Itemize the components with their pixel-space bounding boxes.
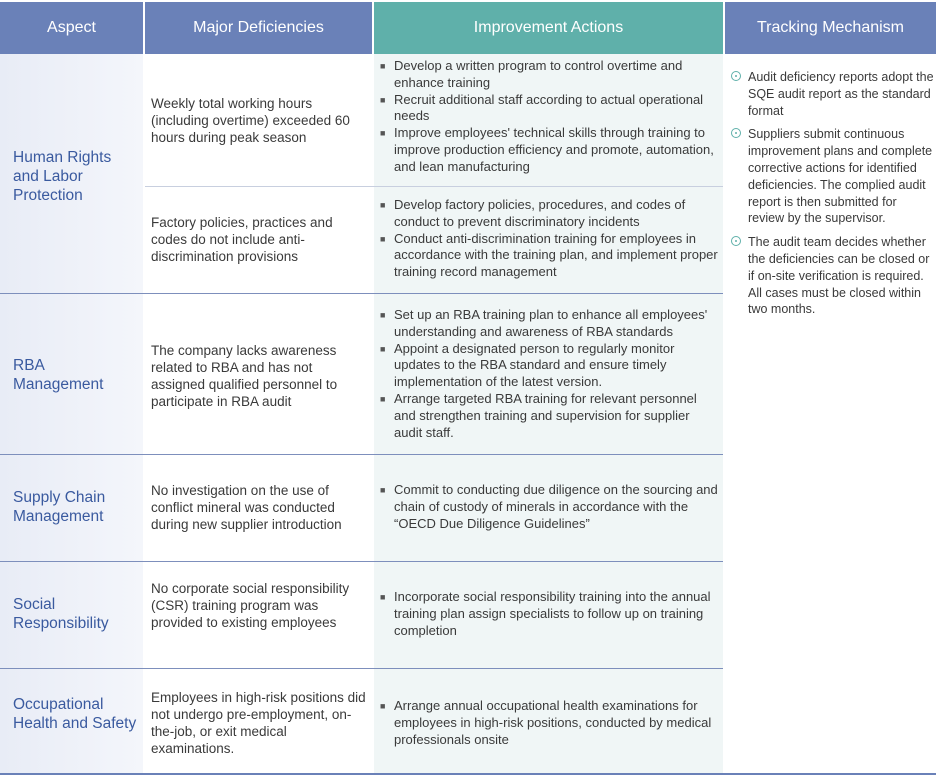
list-item: ■ Commit to conducting due diligence on the sourcing and chain of custody of minerals in accordance with the “OECD Due Diligence Guidelines” xyxy=(380,482,718,531)
list-item: ■ Develop factory policies, procedures, and codes of conduct to prevent discriminatory incidents xyxy=(380,197,686,229)
tracking-list xyxy=(731,69,934,325)
header-major-deficiencies: Major Deficiencies xyxy=(145,2,372,54)
header-tracking-mechanism: Tracking Mechanism xyxy=(725,2,936,54)
list-item: Audit deficiency reports adopt the SQE audit report as the standard format xyxy=(731,69,934,119)
actions-social-responsibility xyxy=(380,589,718,639)
list-item: ■ Arrange annual occupational health examinations for employees in high-risk positions, conducted by medical professionals onsite xyxy=(380,698,712,747)
list-item: ■ Recruit additional staff according to actual operational needs xyxy=(380,91,704,124)
deficiency-anti-discrimination: Factory policies, practices and codes do not include anti-discrimination provisions xyxy=(151,215,333,264)
row-divider xyxy=(0,293,723,294)
table-bottom-border xyxy=(0,773,936,775)
actions-working-hours xyxy=(380,58,718,176)
list-item: ■ Improve employees' technical skills through training to improve production efficiency and promote, automation, and lean manufacturing xyxy=(380,125,714,174)
list-item: ■ Develop a written program to control overtime and enhance training xyxy=(380,58,683,90)
list-item: ■ Set up an RBA training plan to enhance all employees' understanding and awareness of RBA standards xyxy=(380,307,708,339)
aspect-social-responsibility: Social Responsibility xyxy=(13,596,109,632)
row-divider xyxy=(0,454,723,455)
header-improvement-actions: Improvement Actions xyxy=(374,2,723,54)
actions-rba xyxy=(380,307,718,441)
aspect-human-rights: Human Rights and Labor Protection xyxy=(13,149,112,204)
aspect-occupational-health: Occupational Health and Safety xyxy=(13,696,137,732)
deficiency-rba: The company lacks awareness related to RBA and has not assigned qualified personnel to participate in RBA audit xyxy=(151,343,338,409)
list-item: The audit team decides whether the deficiencies can be closed or if on-site verification is required. All cases must be closed within two months. xyxy=(731,234,934,318)
aspect-rba: RBA Management xyxy=(13,357,104,393)
aspect-supply-chain: Supply Chain Management xyxy=(13,489,106,525)
actions-occupational-health xyxy=(380,698,718,748)
circle-bullet-icon xyxy=(731,71,741,81)
header-aspect: Aspect xyxy=(0,2,143,54)
list-item: ■ Appoint a designated person to regularly monitor updates to the RBA standard and ensure timely implementation of the latest version. xyxy=(380,340,675,390)
circle-bullet-icon xyxy=(731,128,741,138)
actions-anti-discrimination xyxy=(380,197,718,281)
deficiency-working-hours: Weekly total working hours (including overtime) exceeded 60 hours during peak season xyxy=(151,96,350,145)
row-divider xyxy=(0,561,723,562)
row-divider xyxy=(145,186,723,187)
deficiency-supply-chain: No investigation on the use of conflict mineral was conducted during new supplier introduction xyxy=(151,483,342,532)
deficiency-social-responsibility: No corporate social responsibility (CSR) training program was provided to existing employees xyxy=(151,581,350,630)
row-divider xyxy=(0,668,723,669)
list-item: Suppliers submit continuous improvement plans and complete corrective actions for identified deficiencies. The complied audit report is then submitted for review by the supervisor. xyxy=(731,126,934,227)
list-item: ■ Incorporate social responsibility training into the annual training plan assign specialists to follow up on training completion xyxy=(380,589,711,638)
actions-supply-chain xyxy=(380,482,718,532)
deficiency-column-bg xyxy=(145,54,372,774)
circle-bullet-icon xyxy=(731,236,741,246)
list-item: ■ Conduct anti-discrimination training for employees in accordance with the training plan, and implement proper training record management xyxy=(380,230,718,280)
deficiency-occupational-health: Employees in high-risk positions did not undergo pre-employment, on-the-job, or exit medical examinations. xyxy=(151,690,366,756)
list-item: ■ Arrange targeted RBA training for relevant personnel and strengthen training and supervision for supplier audit staff. xyxy=(380,390,697,440)
